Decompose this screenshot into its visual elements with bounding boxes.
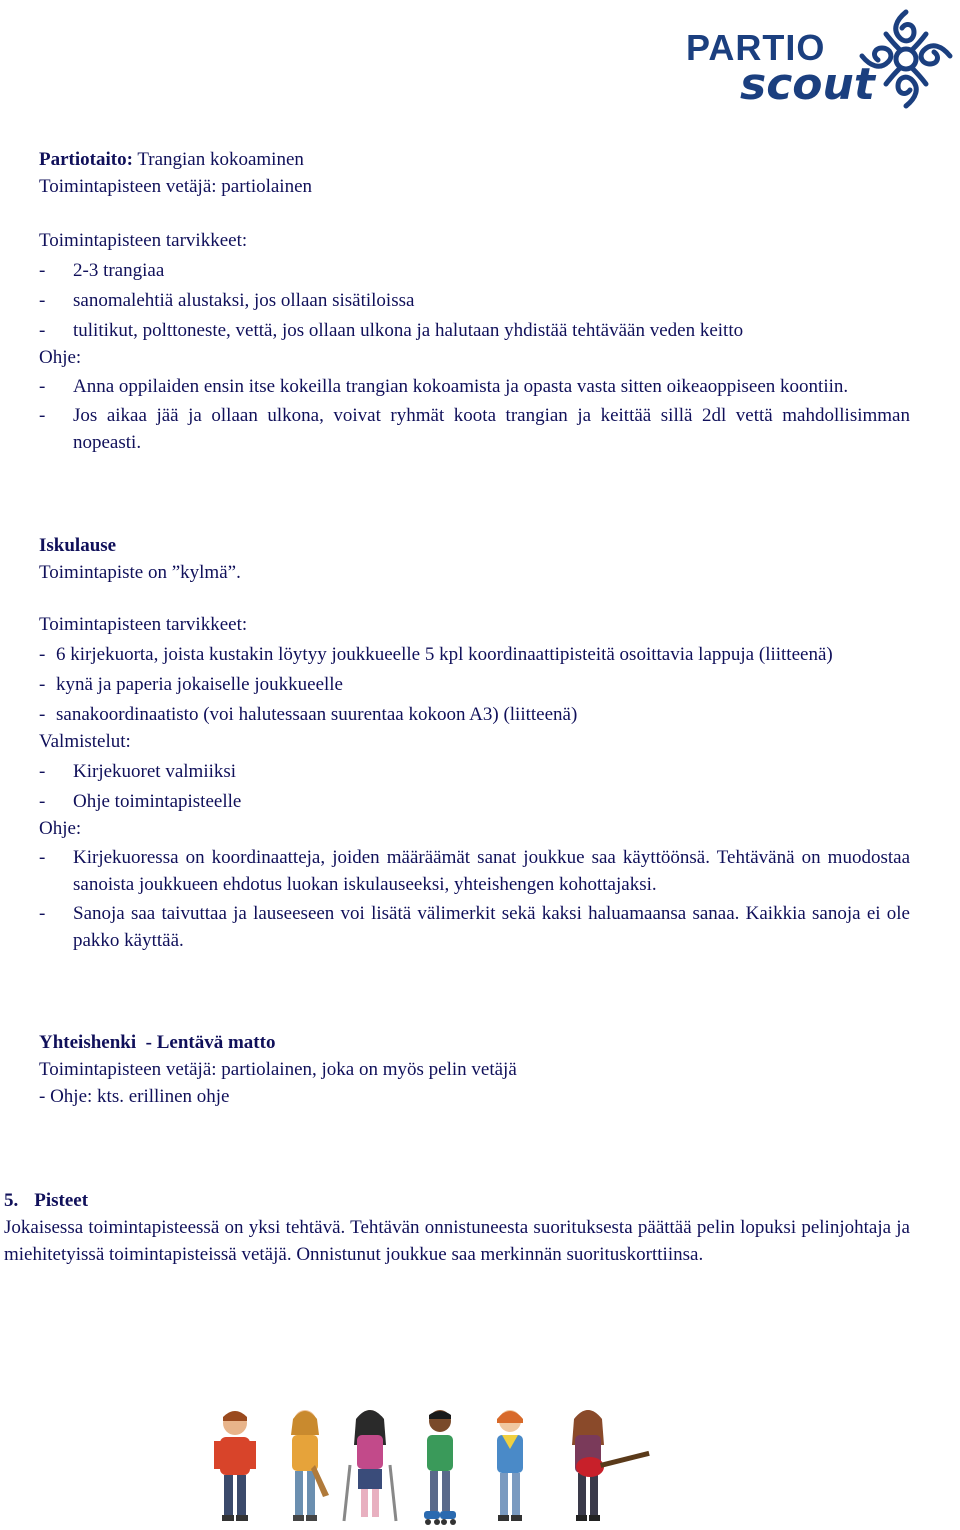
section-title: Iskulause bbox=[39, 535, 117, 556]
scout-emblem-icon bbox=[856, 6, 956, 114]
list-item: - 2-3 trangiaa bbox=[39, 260, 165, 281]
supplies-heading: Toimintapisteen tarvikkeet: bbox=[39, 230, 248, 251]
leader-line: Toimintapisteen vetäjä: partiolainen bbox=[39, 176, 313, 197]
instructions-heading: Ohje: bbox=[39, 818, 82, 839]
instruction-line: - Ohje: kts. erillinen ohje bbox=[39, 1086, 230, 1107]
section-iskulause-body bbox=[39, 611, 910, 954]
section-yhteishenki bbox=[39, 1029, 910, 1110]
list-item: - Kirjekuoressa on koordinaatteja, joiden määräämät sanat joukkue saa käyttöönsä. Tehtävänä on muodostaa sanoista joukkueen ehdotus luokan iskulauseeksi, yhteishengen kohottajaksi. bbox=[39, 847, 910, 895]
scout-figure-6-guitar-image bbox=[550, 1405, 660, 1525]
section-title: 5. Pisteet bbox=[4, 1190, 89, 1211]
scout-figure-3-image bbox=[340, 1405, 400, 1525]
list-item: - kynä ja paperia jokaiselle joukkueelle bbox=[39, 674, 343, 695]
section-subtitle: Toimintapiste on ”kylmä”. bbox=[39, 562, 241, 583]
title-label: Partiotaito: bbox=[39, 149, 133, 170]
instructions-heading: Ohje: bbox=[39, 347, 82, 368]
title-text: Trangian kokoaminen bbox=[132, 149, 304, 170]
section-paragraph: Jokaisessa toimintapisteessä on yksi tehtävä. Tehtävän onnistuneesta suorituksesta päättää pelin lopuksi pelinjohtaja ja miehitetyissä toimintapisteissä vetäjä. Onnistunut joukkue saa merkinnän suorituskorttiinsa. bbox=[4, 1217, 910, 1265]
section-title bbox=[39, 146, 910, 173]
scout-figure-4-image bbox=[410, 1405, 470, 1525]
list-item: - Kirjekuoret valmiiksi bbox=[39, 761, 237, 782]
section-trangia bbox=[39, 146, 910, 200]
logo-text-scout: scout bbox=[740, 59, 875, 110]
list-item: - 6 kirjekuorta, joista kustakin löytyy joukkueelle 5 kpl koordinaattipisteitä osoittavia lappuja (liitteenä) bbox=[39, 644, 833, 665]
list-item: - sanomalehtiä alustaksi, jos ollaan sisätiloissa bbox=[39, 290, 415, 311]
list-item: - Ohje toimintapisteelle bbox=[39, 791, 242, 812]
list-item: - Sanoja saa taivuttaa ja lauseeseen voi lisätä välimerkit sekä kaksi haluamaansa sanaa. Kaikkia sanoja ei ole pakko käyttää. bbox=[39, 903, 910, 951]
section-iskulause bbox=[39, 532, 910, 586]
scout-illustrations bbox=[190, 1405, 690, 1525]
prep-heading: Valmistelut: bbox=[39, 731, 131, 752]
section-title: Yhteishenki - Lentävä matto bbox=[39, 1032, 276, 1053]
list-item: - sanakoordinaatisto (voi halutessaan suurentaa kokoon A3) (liitteenä) bbox=[39, 704, 578, 725]
list-item: - tulitikut, polttoneste, vettä, jos ollaan ulkona ja halutaan yhdistää tehtävään veden keitto bbox=[39, 320, 744, 341]
list-item: - Anna oppilaiden ensin itse kokeilla trangian kokoamista ja opasta vasta sitten oikeaoppiseen koontiin. bbox=[39, 376, 849, 397]
section-trangia-body bbox=[39, 227, 910, 456]
scout-figure-2-image bbox=[275, 1405, 335, 1525]
scout-figure-5-image bbox=[480, 1405, 540, 1525]
scout-figure-1-image bbox=[200, 1405, 270, 1525]
partio-scout-logo bbox=[684, 6, 960, 114]
logo-text-partio: PARTIO bbox=[686, 27, 826, 68]
list-item: - Jos aikaa jää ja ollaan ulkona, voivat ryhmät koota trangian ja keittää sillä 2dl vettä mahdollisimman nopeasti. bbox=[39, 405, 910, 453]
section-pisteet bbox=[4, 1187, 910, 1268]
leader-line: Toimintapisteen vetäjä: partiolainen, joka on myös pelin vetäjä bbox=[39, 1059, 517, 1080]
supplies-heading: Toimintapisteen tarvikkeet: bbox=[39, 614, 248, 635]
